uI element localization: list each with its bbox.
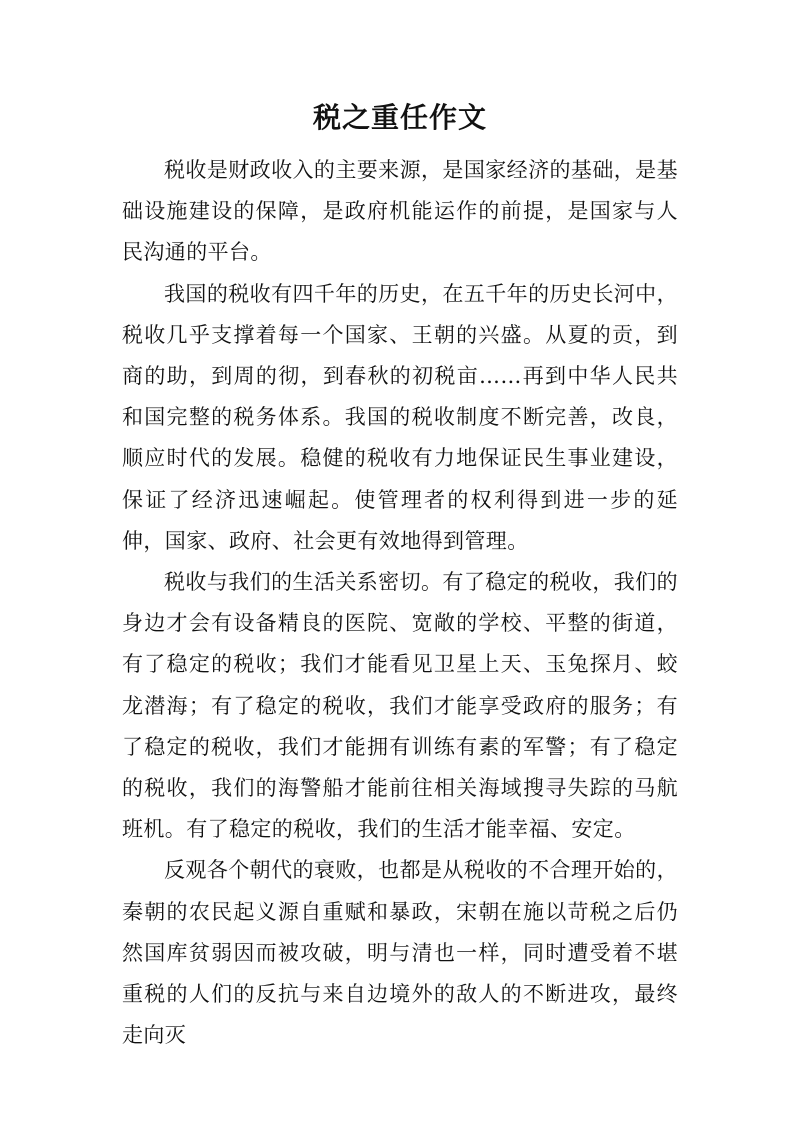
paragraph-3: 税收与我们的生活关系密切。有了稳定的税收，我们的身边才会有设备精良的医院、宽敞的学校、平整的街道，有了稳定的税收；我们才能看见卫星上天、玉兔探月、蛟龙潜海；有了稳定的税收，我们才能享受政府的服务；有了稳定的税收，我们才能拥有训练有素的军警；有了稳定的税收，我们的海警船才能前往相关海域搜寻失踪的马航班机。有了稳定的税收，我们的生活才能幸福、安定。 <box>122 570 678 842</box>
paragraph-4: 反观各个朝代的衰败，也都是从税收的不合理开始的，秦朝的农民起义源自重赋和暴政，宋朝在施以苛税之后仍然国库贫弱因而被攻破，明与清也一样，同时遭受着不堪重税的人们的反抗与来自边境外的敌人的不断进攻，最终走向灭 <box>122 858 678 1048</box>
paragraph-2: 我国的税收有四千年的历史，在五千年的历史长河中，税收几乎支撑着每一个国家、王朝的兴盛。从夏的贡，到商的助，到周的彻，到春秋的初税亩……再到中华人民共和国完整的税务体系。我国的税收制度不断完善，改良，顺应时代的发展。稳健的税收有力地保证民生事业建设，保证了经济迅速崛起。使管理者的权利得到进一步的延伸，国家、政府、社会更有效地得到管理。 <box>122 281 678 553</box>
document-body <box>122 150 678 1056</box>
paragraph-1: 税收是财政收入的主要来源，是国家经济的基础，是基础设施建设的保障，是政府机能运作的前提，是国家与人民沟通的平台。 <box>122 158 678 265</box>
document-title: 税之重任作文 <box>312 101 487 134</box>
